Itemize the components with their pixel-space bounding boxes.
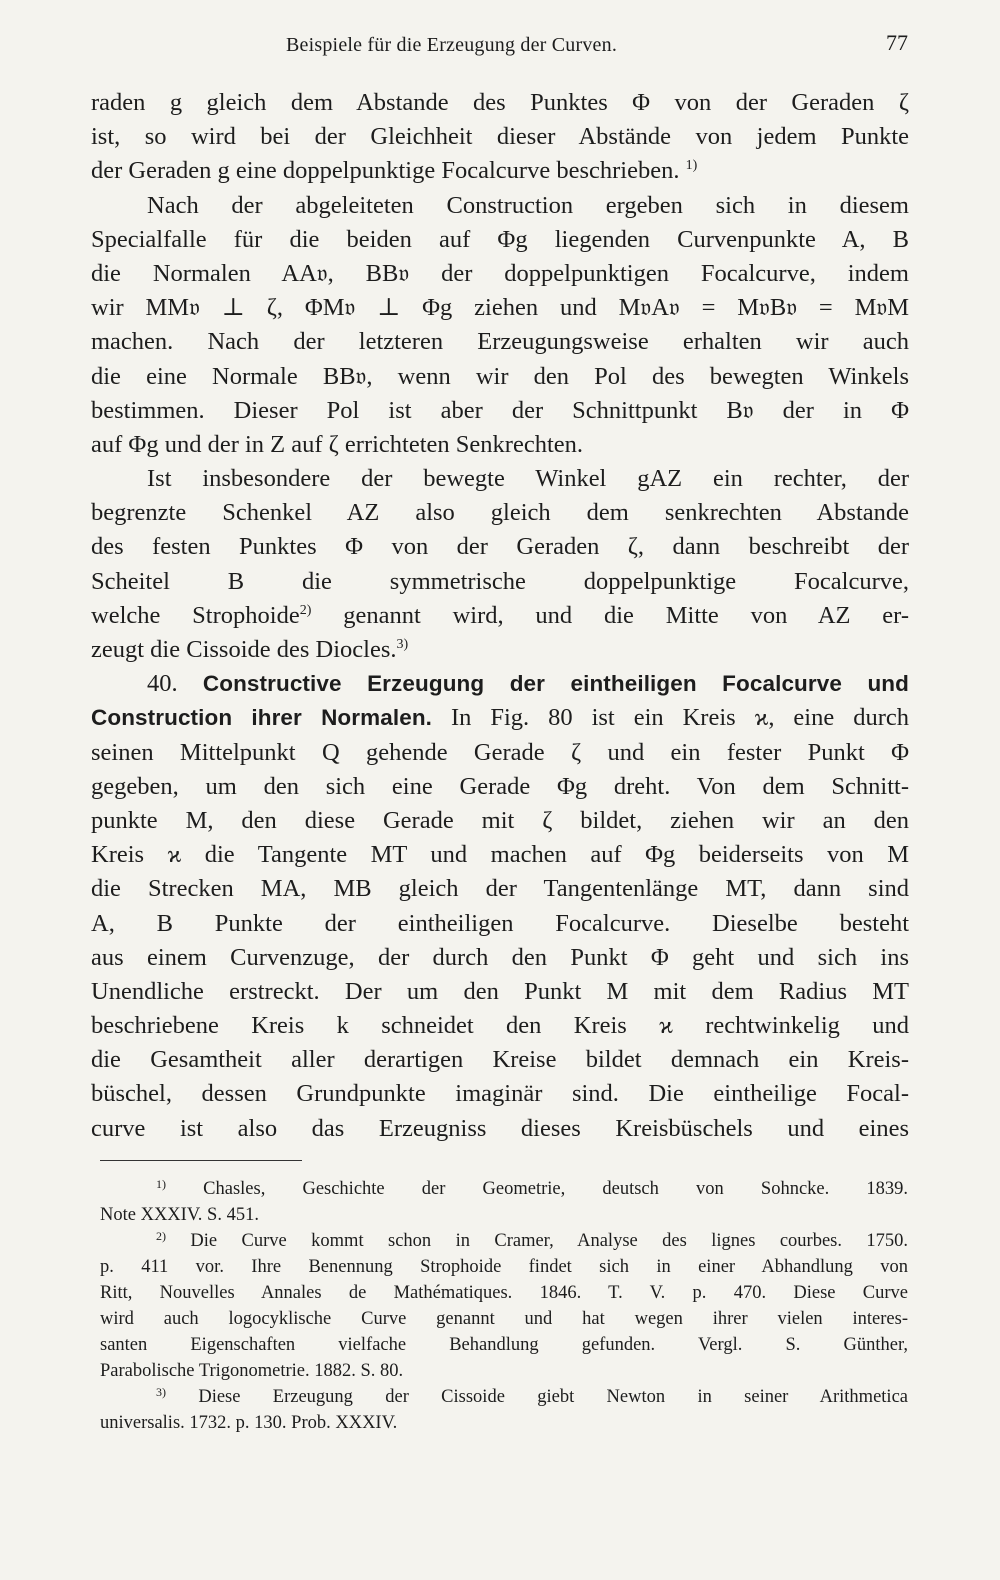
line-text: punkte M, den diese Gerade mit ζ bildet, ziehen wir an den: [91, 806, 909, 834]
footnote-marker: 1): [156, 1177, 166, 1191]
text-line: [91, 838, 909, 872]
line-text: die Strecken MA, MB gleich der Tangentenlänge MT, dann sind: [91, 875, 909, 903]
line-text: Construction ihrer Normalen. In Fig. 80 ist ein Kreis ϰ, eine durch: [91, 704, 909, 732]
section-heading: Construction ihrer Normalen.: [91, 705, 433, 731]
line-text: Nach der abgeleiteten Construction ergeben sich in diesem: [147, 191, 909, 219]
text-line: [91, 1009, 909, 1043]
line-text: Unendliche erstreckt. Der um den Punkt M mit dem Radius MT: [91, 977, 909, 1005]
line-text: welche Strophoide$^{2)}$ genannt wird, und die Mitte von AZ er-: [91, 601, 909, 629]
footnote-line: [100, 1410, 908, 1436]
line-text: Specialfalle für die beiden auf Φg liegenden Curvenpunkte A, B: [91, 225, 909, 253]
text-line: [91, 907, 909, 941]
text-line: [91, 1112, 909, 1146]
text-line: [91, 86, 909, 120]
footnotes: [100, 1176, 908, 1436]
line-text: zeugt die Cissoide des Diocles.: [91, 636, 397, 663]
footnote-line: [100, 1332, 908, 1358]
text-line: [91, 736, 909, 770]
text-line: [91, 872, 909, 906]
line-text: gegeben, um den sich eine Gerade Φg dreht. Von dem Schnitt-: [91, 772, 909, 800]
main-text: [91, 86, 909, 1146]
line-text: des festen Punktes Φ von der Geraden ζ, dann beschreibt der: [91, 533, 909, 561]
footnote-text: p. 411 vor. Ihre Benennung Strophoide findet sich in einer Abhandlung von: [100, 1257, 908, 1277]
footnote-line: [100, 1202, 908, 1228]
footnote-text: Ritt, Nouvelles Annales de Mathématiques. 1846. T. V. p. 470. Diese Curve: [100, 1283, 908, 1303]
text-line: [91, 394, 909, 428]
section-heading-line: [91, 701, 909, 735]
line-text: auf Φg und der in Z auf ζ errichteten Senkrechten.: [91, 430, 583, 458]
line-text: begrenzte Schenkel AZ also gleich dem senkrechten Abstande: [91, 499, 909, 527]
text-line: [91, 1077, 909, 1111]
footnote-ref: 2): [299, 602, 312, 618]
footnote-text: Parabolische Trigonometrie. 1882. S. 80.: [100, 1361, 404, 1381]
footnote-line: [100, 1358, 908, 1384]
section-heading-line: [91, 667, 909, 701]
text-line: [91, 975, 909, 1009]
page-number: 77: [886, 30, 908, 55]
text-line: [91, 804, 909, 838]
text-line: [91, 462, 909, 496]
footnote-ref: 1): [685, 158, 698, 174]
footnote-line: [100, 1306, 908, 1332]
line-text: 40. Constructive Erzeugung der eintheiligen Focalcurve und: [147, 670, 909, 698]
footnote-text: Die Curve kommt schon in Cramer, Analyse des lignes courbes. 1750.: [190, 1231, 909, 1251]
footnote-text: Chasles, Geschichte der Geometrie, deutsch von Sohncke. 1839.: [203, 1179, 909, 1199]
text-line: [91, 565, 909, 599]
line-text: machen. Nach der letzteren Erzeugungsweise erhalten wir auch: [91, 328, 909, 356]
line-text: A, B Punkte der eintheiligen Focalcurve. Dieselbe besteht: [91, 909, 909, 937]
footnote-text: Diese Erzeugung der Cissoide giebt Newton in seiner Arithmetica: [198, 1387, 908, 1407]
line-text: curve ist also das Erzeugniss dieses Kreisbüschels und eines: [91, 1114, 909, 1142]
line-text: Scheitel B die symmetrische doppelpunktige Focalcurve,: [91, 567, 909, 595]
text-line: [91, 770, 909, 804]
footnote-line: [100, 1228, 908, 1254]
text-line: [91, 428, 909, 462]
footnote-marker: 2): [156, 1229, 166, 1243]
section-heading: Constructive Erzeugung der eintheiligen Focalcurve und: [202, 671, 909, 697]
line-text: beschriebene Kreis k schneidet den Kreis ϰ rechtwinkelig und: [91, 1012, 909, 1040]
text-line: [91, 1043, 909, 1077]
text-line: [91, 325, 909, 359]
line-text: wir MM𝔳 ⊥ ζ, ΦM𝔳 ⊥ Φg ziehen und M𝔳A𝔳 = M𝔳B𝔳 = M𝔳M: [91, 294, 909, 322]
text-line: [91, 496, 909, 530]
line-text: bestimmen. Dieser Pol ist aber der Schnittpunkt B𝔳 der in Φ: [91, 396, 909, 424]
footnote-text: wird auch logocyklische Curve genannt und hat wegen ihrer vielen interes-: [100, 1309, 908, 1329]
footnote-line: [100, 1280, 908, 1306]
line-text: Kreis ϰ die Tangente MT und machen auf Φg beiderseits von M: [91, 841, 909, 869]
footnote-marker: 3): [156, 1385, 166, 1399]
line-text: der Geraden g eine doppelpunktige Focalcurve beschrieben.: [91, 157, 680, 185]
text-line: [91, 360, 909, 394]
text-line: [91, 530, 909, 564]
footnote-rule: [100, 1160, 302, 1161]
line-text: ist, so wird bei der Gleichheit dieser Abstände von jedem Punkte: [91, 123, 909, 151]
text-line: [91, 223, 909, 257]
text-line: [91, 120, 909, 154]
footnote-text: universalis. 1732. p. 130. Prob. XXXIV.: [100, 1413, 398, 1433]
footnote-text: Note XXXIV. S. 451.: [100, 1205, 259, 1225]
line-text: die Normalen AA𝔳, BB𝔳 der doppelpunktigen Focalcurve, indem: [91, 259, 909, 287]
footnote-line: [100, 1176, 908, 1202]
line-text: raden g gleich dem Abstande des Punktes Φ von der Geraden ζ: [91, 89, 909, 116]
text-line: [91, 633, 909, 667]
line-text: die eine Normale BB𝔳, wenn wir den Pol des bewegten Winkels: [91, 362, 909, 390]
line-text: büschel, dessen Grundpunkte imaginär sind. Die eintheilige Focal-: [91, 1080, 909, 1108]
footnote-ref: 3): [396, 637, 409, 652]
line-text: aus einem Curvenzuge, der durch den Punkt Φ geht und sich ins: [91, 943, 909, 971]
running-title: Beispiele für die Erzeugung der Curven.: [286, 34, 618, 56]
running-header: [100, 30, 908, 64]
text-line: [91, 291, 909, 325]
line-text: die Gesamtheit aller derartigen Kreise bildet demnach ein Kreis-: [91, 1046, 909, 1074]
text-line: [91, 941, 909, 975]
footnote-line: [100, 1384, 908, 1410]
text-line: [91, 599, 909, 633]
text-line: [91, 257, 909, 291]
text-line: [91, 189, 909, 223]
text-line: [91, 154, 909, 188]
footnote-line: [100, 1254, 908, 1280]
line-text: seinen Mittelpunkt Q gehende Gerade ζ und ein fester Punkt Φ: [91, 738, 909, 766]
footnote-text: santen Eigenschaften vielfache Behandlung gefunden. Vergl. S. Günther,: [100, 1335, 908, 1355]
line-text: Ist insbesondere der bewegte Winkel gAZ ein rechter, der: [147, 465, 909, 493]
